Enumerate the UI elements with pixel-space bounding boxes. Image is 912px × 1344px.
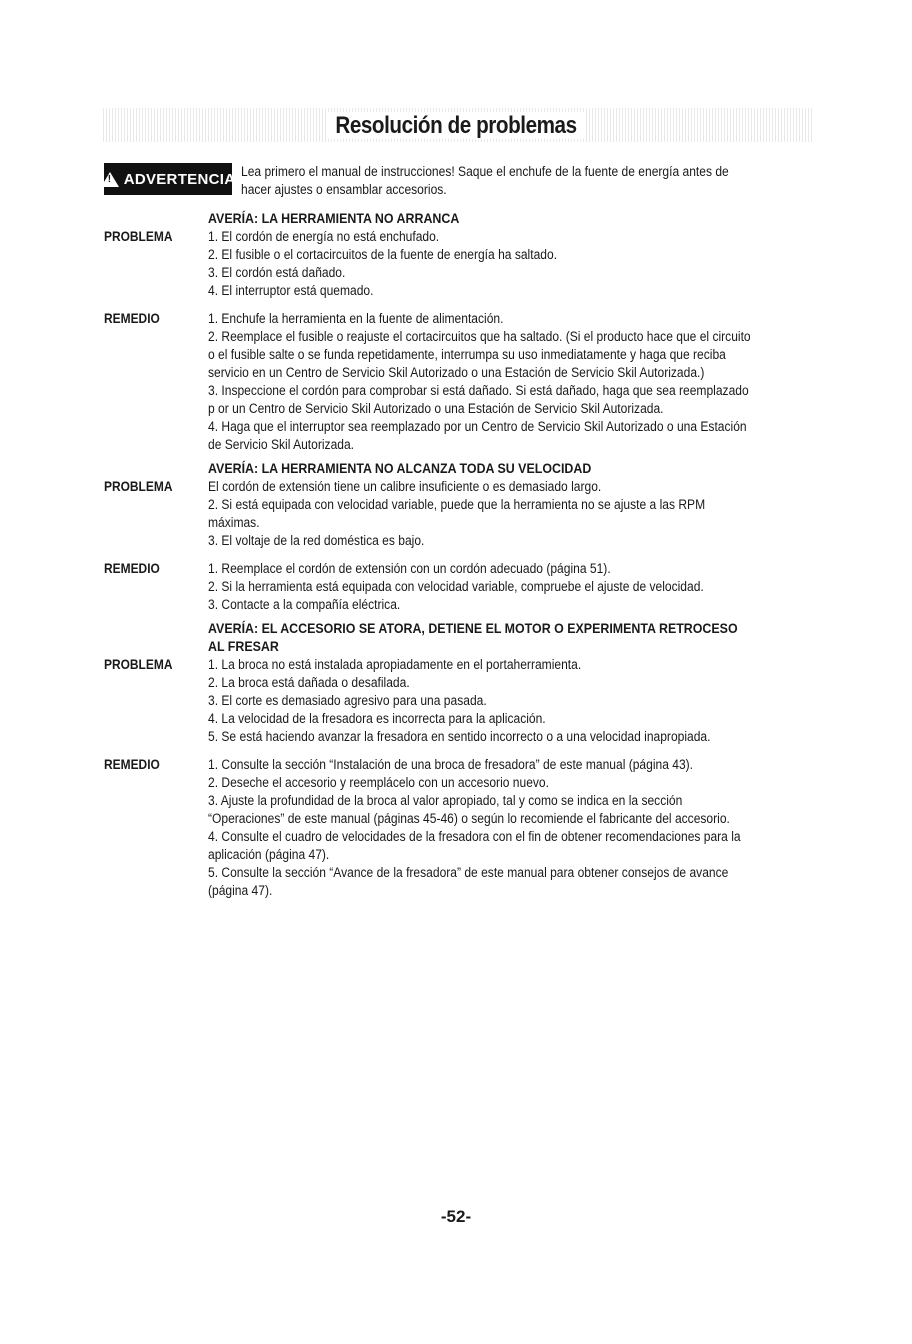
problem-row [104,656,816,746]
remedy-item: 1. Enchufe la herramienta en la fuente de alimentación. [208,311,504,326]
problem-item: 2. La broca está dañada o desafilada. [208,675,410,690]
remedy-item: 4. Haga que el interruptor sea reemplazado por un Centro de Servicio Skil Autorizado o una Estación de Servicio Skil Autorizada. [208,419,747,452]
remedy-label: REMEDIO [104,757,160,772]
remedy-item: 5. Consulte la sección “Avance de la fresadora” de este manual para obtener consejos de avance (página 47). [208,865,729,898]
warning-badge [104,163,236,195]
section-heading-row [104,618,816,656]
section-heading: AVERÍA: LA HERRAMIENTA NO ALCANZA TODA SU VELOCIDAD [208,461,592,476]
problem-label: PROBLEMA [104,657,173,672]
label-spacer [104,208,196,228]
warning-text: Lea primero el manual de instrucciones! Saque el enchufe de la fuente de energía antes de hacer ajustes o ensamblar accesorios. [241,164,729,197]
problem-list [208,656,755,746]
problem-item: 4. El interruptor está quemado. [208,283,374,298]
label-spacer [104,618,196,656]
remedy-item: 3. Ajuste la profundidad de la broca al valor apropiado, tal y como se indica en la sección “Operaciones” de este manual (páginas 45-46) o según lo recomiende el fabricante del accesorio. [208,793,730,826]
page-title [64,112,848,140]
problem-item: 5. Se está haciendo avanzar la fresadora en sentido incorrecto o a una velocidad inapropiada. [208,729,711,744]
problem-item: 3. El corte es demasiado agresivo para una pasada. [208,693,487,708]
remedy-label: REMEDIO [104,311,160,326]
remedy-label: REMEDIO [104,561,160,576]
remedy-item: 2. Si la herramienta está equipada con velocidad variable, compruebe el ajuste de velocidad. [208,579,704,594]
page-number: -52- [440,1207,472,1226]
spacer [104,300,816,310]
problem-list [208,478,755,550]
section-heading-row [104,458,816,478]
problem-item: 2. Si está equipada con velocidad variable, puede que la herramienta no se ajuste a las RPM máximas. [208,497,706,530]
page-title-text: Resolución de problemas [327,112,585,139]
section-heading: AVERÍA: LA HERRAMIENTA NO ARRANCA [208,211,460,226]
problem-item: 1. La broca no está instalada apropiadamente en el portaherramienta. [208,657,582,672]
remedy-item: 3. Contacte a la compañía eléctrica. [208,597,401,612]
remedy-item: 2. Deseche el accesorio y reemplácelo con un accesorio nuevo. [208,775,549,790]
label-spacer [104,458,196,478]
remedy-item: 1. Reemplace el cordón de extensión con un cordón adecuado (página 51). [208,561,611,576]
problem-item: 4. La velocidad de la fresadora es incorrecta para la aplicación. [208,711,546,726]
problem-item: 3. El voltaje de la red doméstica es bajo. [208,533,425,548]
problem-item: 1. El cordón de energía no está enchufado. [208,229,440,244]
troubleshooting-section [104,208,816,454]
problem-label: PROBLEMA [104,479,173,494]
remedy-row [104,756,816,900]
remedy-row [104,560,816,614]
remedy-list [208,756,755,900]
problem-label: PROBLEMA [104,229,173,244]
remedy-item: 2. Reemplace el fusible o reajuste el cortacircuitos que ha saltado. (Si el producto hace que el circuito o el fusible salte o se funda repetidamente, interrumpa su uso inmediatamente y haga que reciba servicio en un Centro de Servicio Skil Autorizado o una Estación de Servicio Skil Autorizada.) [208,329,751,380]
troubleshooting-content [104,208,816,900]
problem-item: El cordón de extensión tiene un calibre insuficiente o es demasiado largo. [208,479,602,494]
problem-row [104,228,816,300]
spacer [104,746,816,756]
section-heading-row [104,208,816,228]
warning-triangle-icon [101,172,119,187]
remedy-item: 4. Consulte el cuadro de velocidades de la fresadora con el fin de obtener recomendaciones para la aplicación (página 47). [208,829,741,862]
section-heading: AVERÍA: EL ACCESORIO SE ATORA, DETIENE EL MOTOR O EXPERIMENTA RETROCESO AL FRESAR [208,621,738,654]
remedy-item: 3. Inspeccione el cordón para comprobar si está dañado. Si está dañado, haga que sea reemplazado p or un Centro de Servicio Skil Autorizado o una Estación de Servicio Skil Autorizada. [208,383,749,416]
warning-badge-label: ADVERTENCIA [123,170,236,188]
remedy-item: 1. Consulte la sección “Instalación de una broca de fresadora” de este manual (página 43). [208,757,694,772]
problem-item: 3. El cordón está dañado. [208,265,346,280]
troubleshooting-section [104,618,816,900]
problem-list [208,228,755,300]
remedy-list [208,560,755,614]
troubleshooting-section [104,458,816,614]
problem-item: 2. El fusible o el cortacircuitos de la fuente de energía ha saltado. [208,247,558,262]
problem-row [104,478,816,550]
remedy-list [208,310,755,454]
spacer [104,550,816,560]
remedy-row [104,310,816,454]
